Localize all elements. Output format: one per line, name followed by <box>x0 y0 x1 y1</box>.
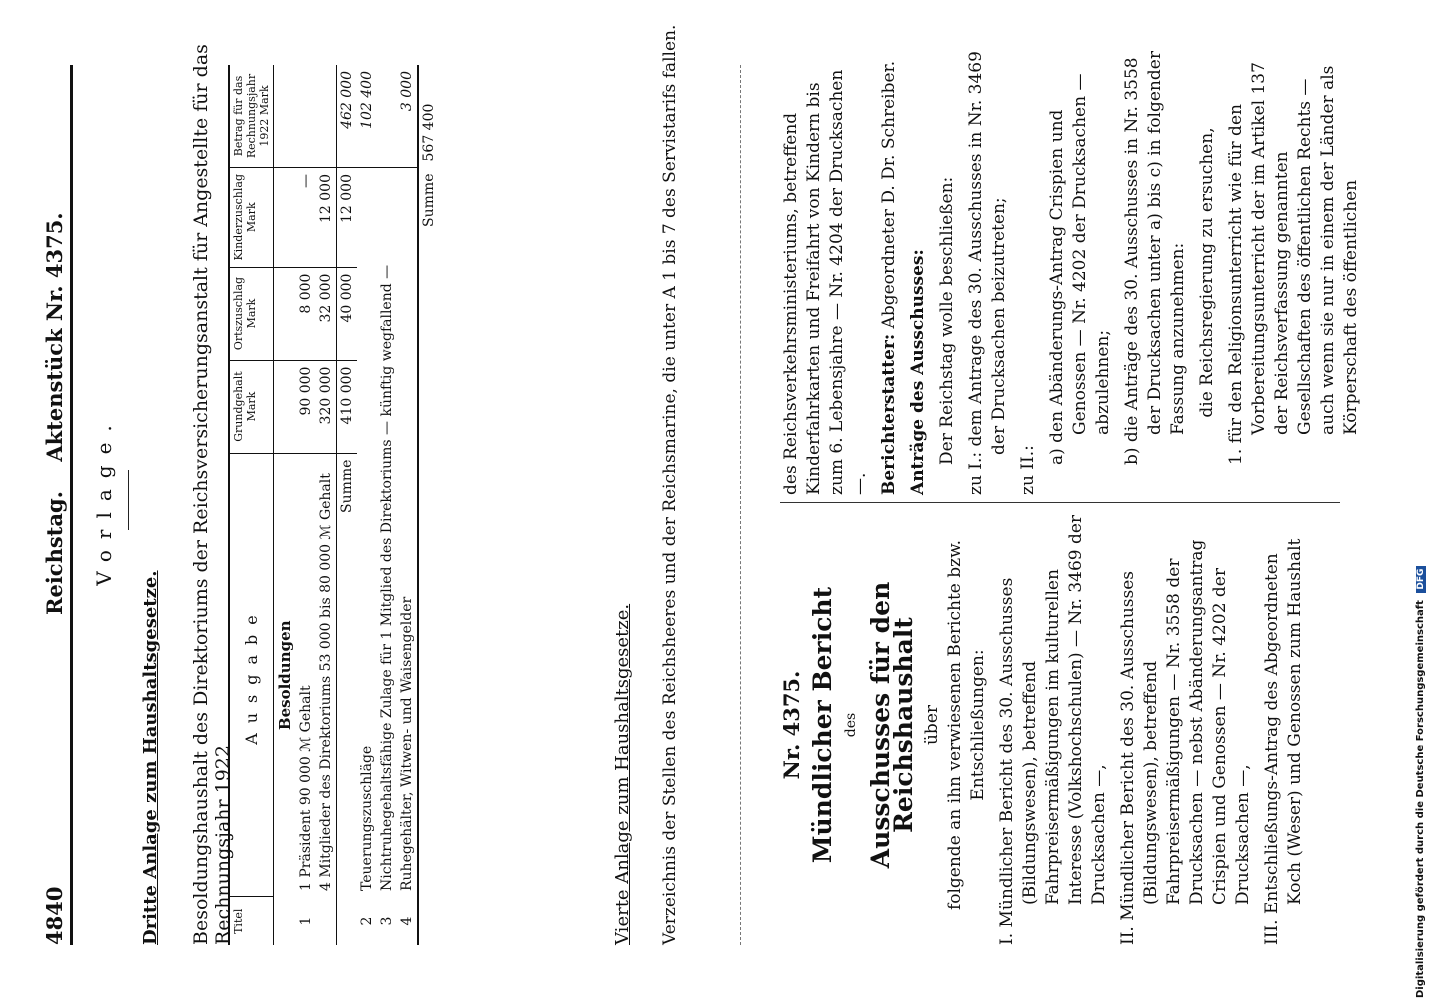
list-item: I. Mündlicher Bericht des 30. Ausschusses (Bildungswesen), betreffend Fahrpreisermäßigungen im kulturellen Interesse (Volkshochschulen) — Nr. 3469 der Drucksachen —, <box>997 514 1109 945</box>
right-column <box>780 50 1369 495</box>
berichterstatter-name: Abgeordneter D. Dr. Schreiber. <box>879 60 899 329</box>
zu-ii-label: zu II.: <box>1018 445 1038 495</box>
table-row: 4 Mitglieder des Direktoriums 53 000 bis 80 000 ℳ Gehalt 320 000 32 000 12 000 <box>316 65 337 945</box>
vorlage-heading: Vorlage. <box>92 414 116 586</box>
zu-i-text: zu I.: dem Antrage des 30. Ausschusses in Nr. 3469 der Drucksachen beizutreten; <box>966 51 1009 495</box>
table-row-summe: Summe 410 000 40 000 12 000 462 000 <box>337 65 358 945</box>
header-middle: Aktenstück Nr. 4375. <box>42 212 67 462</box>
header-rule <box>70 65 73 945</box>
credit-text: Digitalisierung gefördert durch die Deutsche Forschungsgemeinschaft <box>1415 600 1426 998</box>
report-title: Mündlicher Bericht <box>808 586 837 864</box>
col-ausgabe: Ausgabe <box>229 453 274 897</box>
berichterstatter-label: Berichterstatter: <box>879 333 899 495</box>
report-number: Nr. 4375. <box>779 670 804 780</box>
col-orts: Ortszuschlag Mark <box>229 267 274 360</box>
verzeichnis-text: Verzeichnis der Stellen des Reichsheeres und der Reichsmarine, die unter A 1 bis 7 des Servistarifs fallen. <box>660 24 680 945</box>
section-besoldungen: Besoldungen <box>276 620 294 731</box>
digitization-credit <box>1415 8 1434 998</box>
dfg-logo: DFG <box>1416 566 1426 593</box>
antraege-heading: Anträge des Ausschusses: <box>908 249 928 495</box>
column-divider <box>780 502 1340 503</box>
table-row: 3 Nichtruhegehaltsfähige Zulage für 1 Mitglied des Direktoriums — künftig wegfallend — <box>377 65 397 945</box>
col-grund: Grundgehalt Mark <box>229 360 274 453</box>
short-divider <box>128 470 129 530</box>
table-row: 1 1 Präsident 90 000 ℳ Gehalt 90 000 8 000 — <box>296 65 316 945</box>
anlage-title: Dritte Anlage zum Haushaltsgesetze. <box>140 570 161 945</box>
ersuchen-text: die Reichsregierung zu ersuchen, <box>1197 127 1217 418</box>
haushalt-title: Besoldungshaushalt des Direktoriums der Reichsversicherungsanstalt für Angestellte für das Rechnungsjahr 1922 <box>190 44 234 945</box>
section-divider <box>740 65 741 945</box>
beschliessen-text: Der Reichstag wolle beschließen: <box>937 176 957 465</box>
des-label: des <box>843 712 859 738</box>
item-1: 1. für den Religionsunterricht wie für den Vorbereitungsunterricht der im Artikel 137 der Reichsverfassung genannten Gesellschaften des öffentlichen Rechts — auch wenn sie nur in einem der Länder als Körperschaft des öffentlichen <box>1226 62 1361 465</box>
table-row-total: Summe 567 400 <box>418 65 439 945</box>
table-row: 4 Ruhegehälter, Witwen- und Waisengelder 3 000 <box>397 65 418 945</box>
table-row: 2 Teuerungszuschläge 102 400 <box>357 65 377 945</box>
page-number: 4840 <box>42 886 67 945</box>
list-item: II. Mündlicher Bericht des 30. Ausschusses (Bildungswesen), betreffend Fahrpreisermäßigungen — Nr. 3558 der Drucksachen — nebst Abänderungsantrag Crispien und Genossen — Nr. 4202 der Drucksachen —, <box>1118 539 1253 945</box>
left-column <box>780 505 1313 945</box>
berichterstatter-line <box>878 50 901 495</box>
header-left: Reichstag. <box>42 491 67 615</box>
col-betrag: Betrag für das Rechnungsjahr 1922 Mark <box>229 65 274 168</box>
col-titel: Titel <box>229 897 274 945</box>
ueber-label: über <box>922 704 942 746</box>
list-item: III. Entschließungs-Antrag des Abgeordneten Koch (Weser) und Genossen zum Haushalt <box>1262 538 1305 945</box>
committee-title: Ausschusses für den Reichshaushalt <box>866 581 918 869</box>
col-kinder: Kinderzuschlag Mark <box>229 168 274 268</box>
header-title <box>42 190 67 615</box>
continuation-text: des Reichsverkehrsministeriums, betreffend Kinderfahrkarten und Freifahrt von Kindern bis zum 6. Lebensjahre — Nr. 4204 der Drucksachen —. <box>781 69 870 495</box>
item-b: b) die Anträge des 30. Ausschusses in Nr. 3558 der Drucksachen unter a) bis c) in folgender Fassung anzunehmen: <box>1122 51 1188 465</box>
vierte-anlage-title: Vierte Anlage zum Haushaltsgesetze. <box>612 603 633 945</box>
intro-text: folgende an ihn verwiesenen Berichte bzw. Entschließungen: <box>945 539 988 911</box>
budget-table <box>228 65 439 945</box>
item-a: a) den Abänderungs-Antrag Crispien und Genossen — Nr. 4202 der Drucksachen — abzulehnen; <box>1047 73 1113 465</box>
